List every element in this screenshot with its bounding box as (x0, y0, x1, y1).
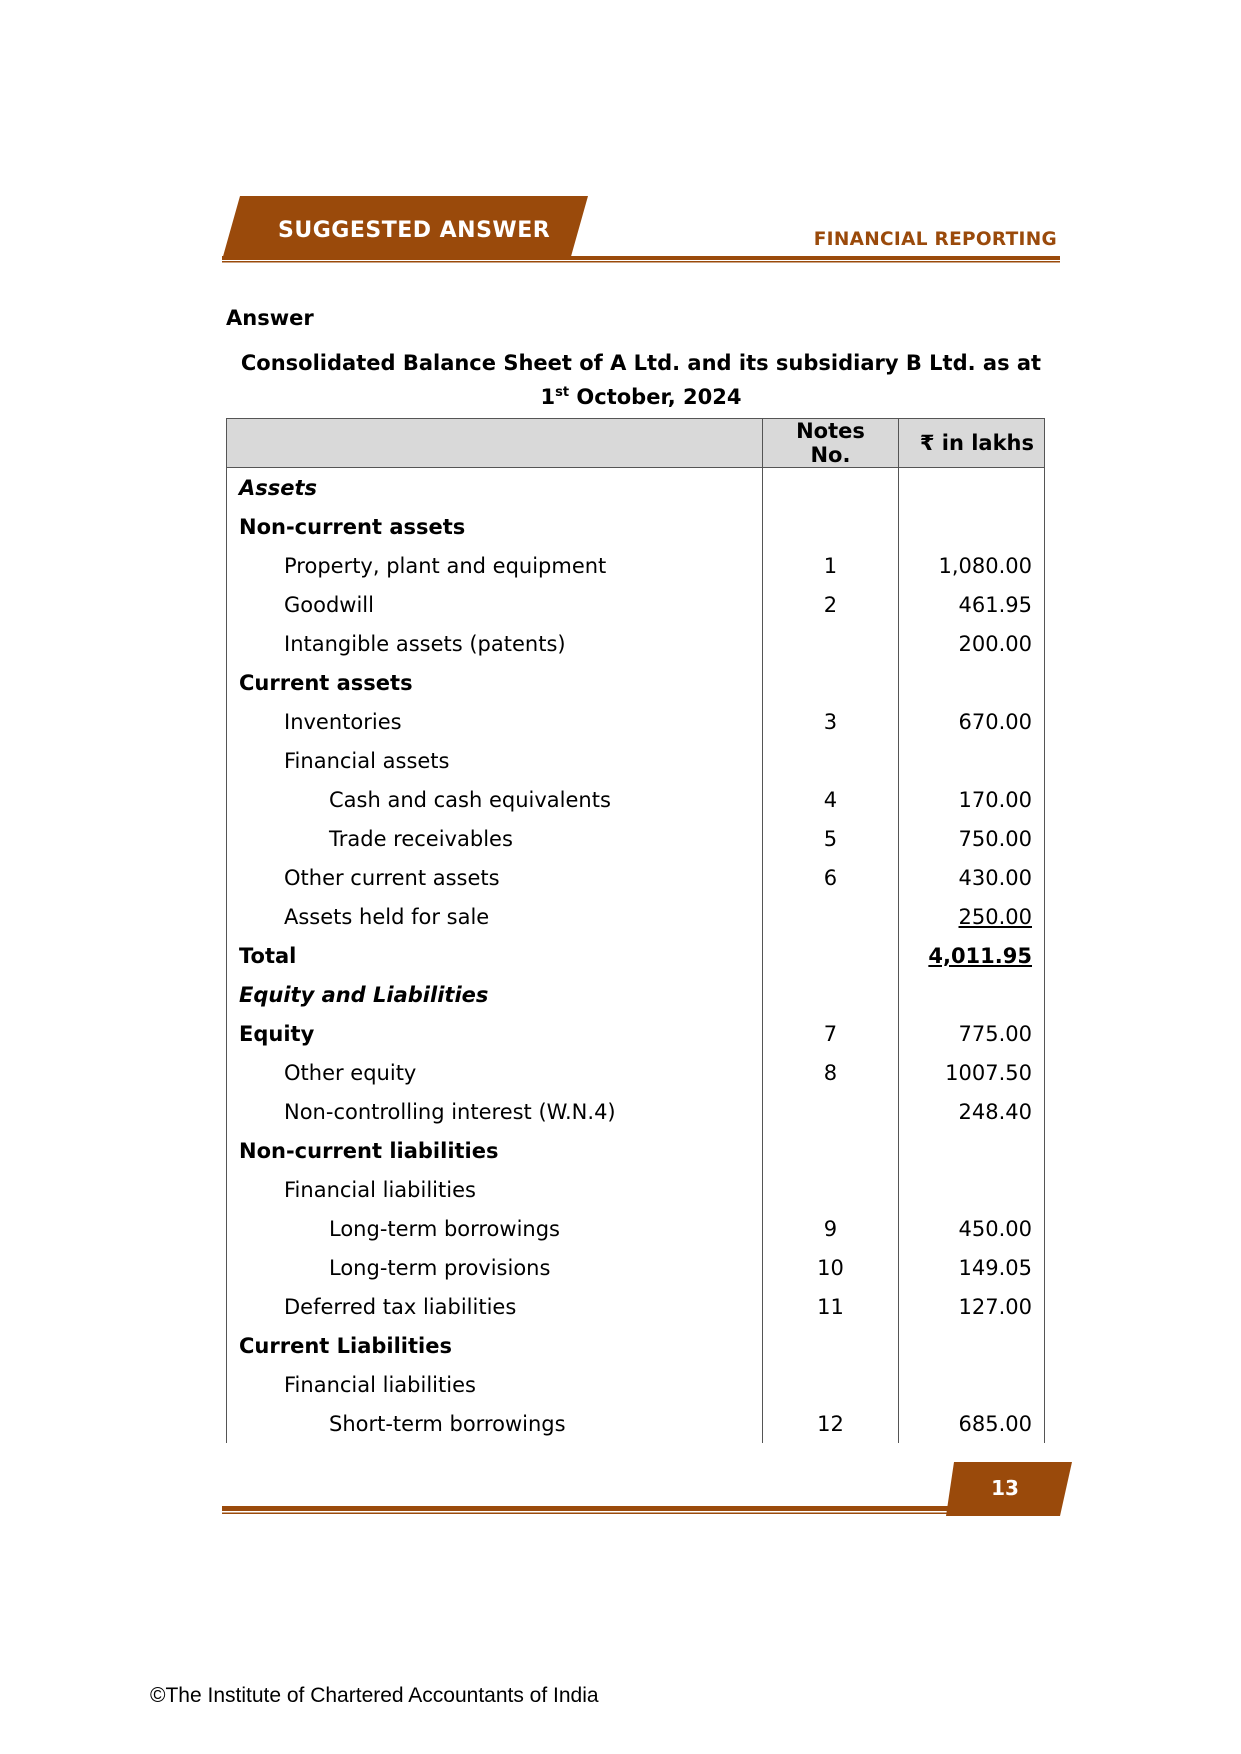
row-note: 7 (763, 1014, 898, 1053)
row-label: Other current assets (227, 858, 763, 897)
table-row (227, 858, 1045, 897)
row-amount: 1,080.00 (898, 546, 1044, 585)
row-label: Goodwill (227, 585, 763, 624)
row-label: Assets held for sale (227, 897, 763, 936)
table-row (227, 936, 1045, 975)
table-row (227, 897, 1045, 936)
total-amount: 4,011.95 (928, 943, 1032, 968)
answer-heading: Answer (226, 306, 314, 330)
header-particulars (227, 419, 763, 468)
row-note (763, 975, 898, 1014)
row-label: Current assets (227, 663, 763, 702)
row-amount (898, 507, 1044, 546)
row-amount: 149.05 (898, 1248, 1044, 1287)
row-label: Total (227, 936, 763, 975)
row-note: 8 (763, 1053, 898, 1092)
row-amount (898, 897, 1044, 936)
amount-underlined: 250.00 (958, 904, 1032, 929)
table-row (227, 1053, 1045, 1092)
row-amount: 461.95 (898, 585, 1044, 624)
row-label: Current Liabilities (227, 1326, 763, 1365)
row-label: Long-term provisions (227, 1248, 763, 1287)
row-label: Inventories (227, 702, 763, 741)
row-note (763, 936, 898, 975)
row-note: 1 (763, 546, 898, 585)
row-label: Property, plant and equipment (227, 546, 763, 585)
row-note (763, 897, 898, 936)
row-note (763, 1170, 898, 1209)
copyright-notice: ©The Institute of Chartered Accountants of India (150, 1684, 599, 1707)
row-label: Financial liabilities (227, 1365, 763, 1404)
row-note (763, 1131, 898, 1170)
row-amount: 1007.50 (898, 1053, 1044, 1092)
table-row (227, 1404, 1045, 1443)
row-note: 4 (763, 780, 898, 819)
row-label: Other equity (227, 1053, 763, 1092)
table-row (227, 546, 1045, 585)
table-row (227, 507, 1045, 546)
row-amount: 450.00 (898, 1209, 1044, 1248)
header-banner (222, 196, 588, 260)
title-line-1: Consolidated Balance Sheet of A Ltd. and its subsidiary B Ltd. as at (240, 351, 1042, 375)
table-row (227, 702, 1045, 741)
row-note (763, 468, 898, 508)
row-amount: 670.00 (898, 702, 1044, 741)
row-label: Long-term borrowings (227, 1209, 763, 1248)
banner-label: SUGGESTED ANSWER (278, 218, 551, 243)
table-row (227, 624, 1045, 663)
row-amount (898, 1326, 1044, 1365)
row-note: 6 (763, 858, 898, 897)
row-amount: 775.00 (898, 1014, 1044, 1053)
table-row (227, 1287, 1045, 1326)
row-note: 10 (763, 1248, 898, 1287)
row-label: Short-term borrowings (227, 1404, 763, 1443)
table-row (227, 585, 1045, 624)
row-amount: 248.40 (898, 1092, 1044, 1131)
table-header-row (227, 419, 1045, 468)
row-note (763, 624, 898, 663)
row-label: Cash and cash equivalents (227, 780, 763, 819)
row-amount: 685.00 (898, 1404, 1044, 1443)
row-note: 12 (763, 1404, 898, 1443)
row-label: Assets (227, 468, 763, 508)
title-day: 1 (540, 385, 556, 409)
title-date-rest: October, 2024 (569, 385, 742, 409)
table-row (227, 1209, 1045, 1248)
row-note: 2 (763, 585, 898, 624)
row-amount: 127.00 (898, 1287, 1044, 1326)
row-note (763, 1326, 898, 1365)
table-row (227, 975, 1045, 1014)
row-note (763, 663, 898, 702)
row-label: Equity and Liabilities (227, 975, 763, 1014)
table-row (227, 819, 1045, 858)
row-label: Non-controlling interest (W.N.4) (227, 1092, 763, 1131)
page-number: 13 (991, 1476, 1019, 1500)
row-note (763, 1365, 898, 1404)
table-row (227, 1092, 1045, 1131)
row-label: Intangible assets (patents) (227, 624, 763, 663)
balance-sheet-title (226, 348, 1056, 412)
row-amount: 170.00 (898, 780, 1044, 819)
row-note: 3 (763, 702, 898, 741)
row-amount (898, 936, 1044, 975)
table-row (227, 1131, 1045, 1170)
row-note (763, 507, 898, 546)
row-amount (898, 1131, 1044, 1170)
row-amount: 430.00 (898, 858, 1044, 897)
balance-sheet-table (226, 418, 1045, 1443)
row-amount (898, 468, 1044, 508)
row-note: 5 (763, 819, 898, 858)
header-rule (222, 256, 1060, 264)
table-row (227, 780, 1045, 819)
table-row (227, 468, 1045, 508)
row-note (763, 1092, 898, 1131)
section-title: FINANCIAL REPORTING (813, 229, 1057, 250)
title-day-suffix: st (555, 385, 570, 400)
table-row (227, 741, 1045, 780)
row-label: Equity (227, 1014, 763, 1053)
header-amount: ₹ in lakhs (898, 419, 1044, 468)
row-amount (898, 1170, 1044, 1209)
row-note: 11 (763, 1287, 898, 1326)
header-notes: Notes No. (763, 419, 898, 468)
row-label: Financial liabilities (227, 1170, 763, 1209)
row-amount: 750.00 (898, 819, 1044, 858)
table-row (227, 1248, 1045, 1287)
footer-rule (222, 1506, 1060, 1516)
row-amount (898, 663, 1044, 702)
table-row (227, 1170, 1045, 1209)
row-label: Trade receivables (227, 819, 763, 858)
row-amount (898, 741, 1044, 780)
row-label: Financial assets (227, 741, 763, 780)
table-row (227, 1014, 1045, 1053)
table-row (227, 1365, 1045, 1404)
row-amount: 200.00 (898, 624, 1044, 663)
title-line-2 (226, 378, 1056, 412)
row-note: 9 (763, 1209, 898, 1248)
table-row (227, 1326, 1045, 1365)
table-row (227, 663, 1045, 702)
row-label: Deferred tax liabilities (227, 1287, 763, 1326)
row-label: Non-current liabilities (227, 1131, 763, 1170)
row-label: Non-current assets (227, 507, 763, 546)
row-note (763, 741, 898, 780)
row-amount (898, 975, 1044, 1014)
row-amount (898, 1365, 1044, 1404)
